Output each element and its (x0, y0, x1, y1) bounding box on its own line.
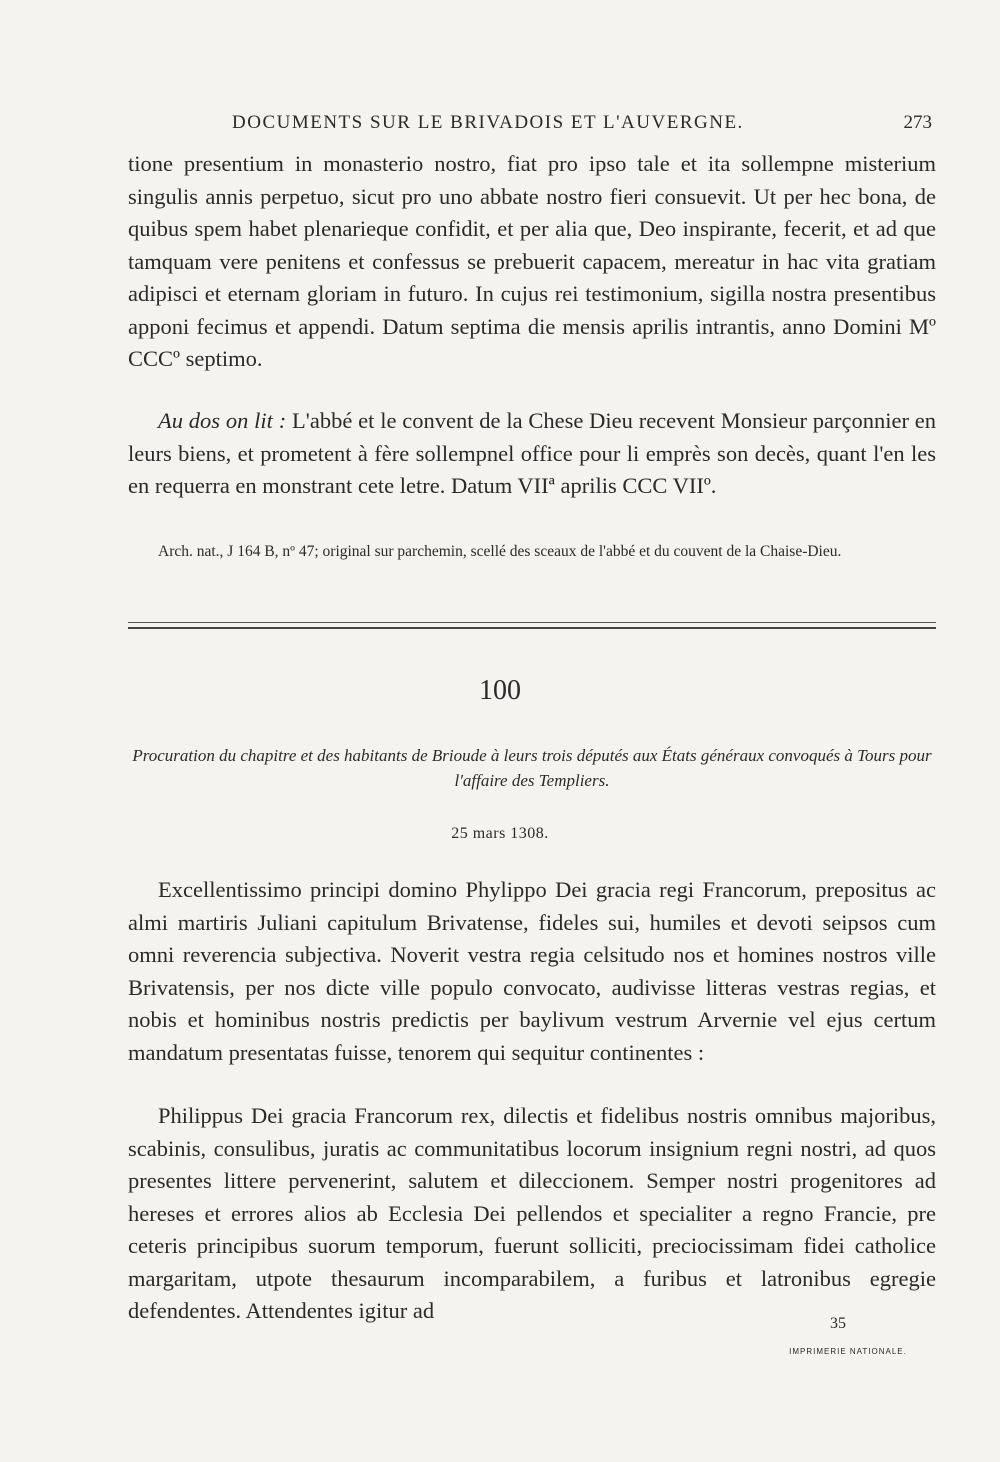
paragraph: Excellentissimo principi domino Phylippo Dei gracia regi Francorum, prepositus ac almi martiris Juliani capitulum Brivatense, fideles sui, humiles et devoti seipsos cum omni reverencia subjectiva. Noverit vestra regia celsitudo nos et homines nostros ville Brivatensis, per nos dicte ville populo convocato, audivisse litteras vestras regias, et nobis et hominibus nostris predictis per baylivum vestrum Arvernie vel ejus certum mandatum presentatas fuisse, tenorem qui sequitur continentes : (128, 877, 936, 1065)
body-text-paragraph-2 (128, 1100, 936, 1328)
endorsement-lead: Au dos on lit : (158, 408, 287, 433)
section-divider-thin (128, 622, 936, 623)
endorsement-paragraph (128, 405, 936, 503)
section-divider-thick (128, 627, 936, 629)
document-number: 100 (479, 675, 521, 706)
document-date: 25 mars 1308. (451, 825, 549, 842)
paragraph: tione presentium in monasterio nostro, fiat pro ipso tale et ita sollempne misterium singulis annis perpetuo, sicut pro uno abbate nostro fieri consuevit. Ut per hec bona, de quibus spem habet plenarieque confidit, et per alia que, Deo inspirante, fecerit, et ad que tamquam vere penitens et confessus se prebuerit capacem, mereatur in hac vita gratiam adipisci et eternam gloriam in futuro. In cujus rei testimonium, sigilla nostra presentibus apponi fecimus et appendi. Datum septima die mensis aprilis intrantis, anno Domini Mº CCCº septimo. (128, 151, 936, 371)
running-head (128, 106, 936, 140)
printer-imprint: IMPRIMERIE NATIONALE. (789, 1347, 907, 1356)
sheet-signature: 35 (830, 1315, 846, 1332)
body-text-paragraph-1 (128, 874, 936, 1069)
endorsement-text: L'abbé et le convent de la Chese Dieu recevent Monsieur parçonnier en leurs biens, et prometent à fère sollempnel office pour li emprès son decès, quant l'en les en requerra en monstrant cete letre. Datum VIIª aprilis CCC VIIº. (128, 408, 936, 498)
document-title: Procuration du chapitre et des habitants de Brioude à leurs trois députés aux États généraux convoqués à Tours pour l'affaire des Templiers. (132, 746, 932, 790)
page-number: 273 (903, 112, 932, 133)
paragraph: Philippus Dei gracia Francorum rex, dilectis et fidelibus nostris omnibus majoribus, scabinis, consulibus, juratis ac communitatibus locorum insignium regni nostri, ad quos presentes littere pervenerint, salutem et dileccionem. Semper nostri progenitores ad hereses et errores alios ab Ecclesia Dei pellendos et specialiter a regno Francie, pre ceteris principibus suorum temporum, fuerunt solliciti, preciocissimam fidei catholice margaritam, utpote thesaurum incomparabilem, a furibus et latronibus egregie defendentes. Attendentes igitur ad (128, 1103, 936, 1323)
source-note-text: Arch. nat., J 164 B, nº 47; original sur parchemin, scellé des sceaux de l'abbé et du couvent de la Chaise-Dieu. (158, 543, 842, 560)
running-title: DOCUMENTS SUR LE BRIVADOIS ET L'AUVERGNE. (232, 112, 744, 133)
body-text-top (128, 148, 936, 376)
source-note (128, 541, 936, 563)
